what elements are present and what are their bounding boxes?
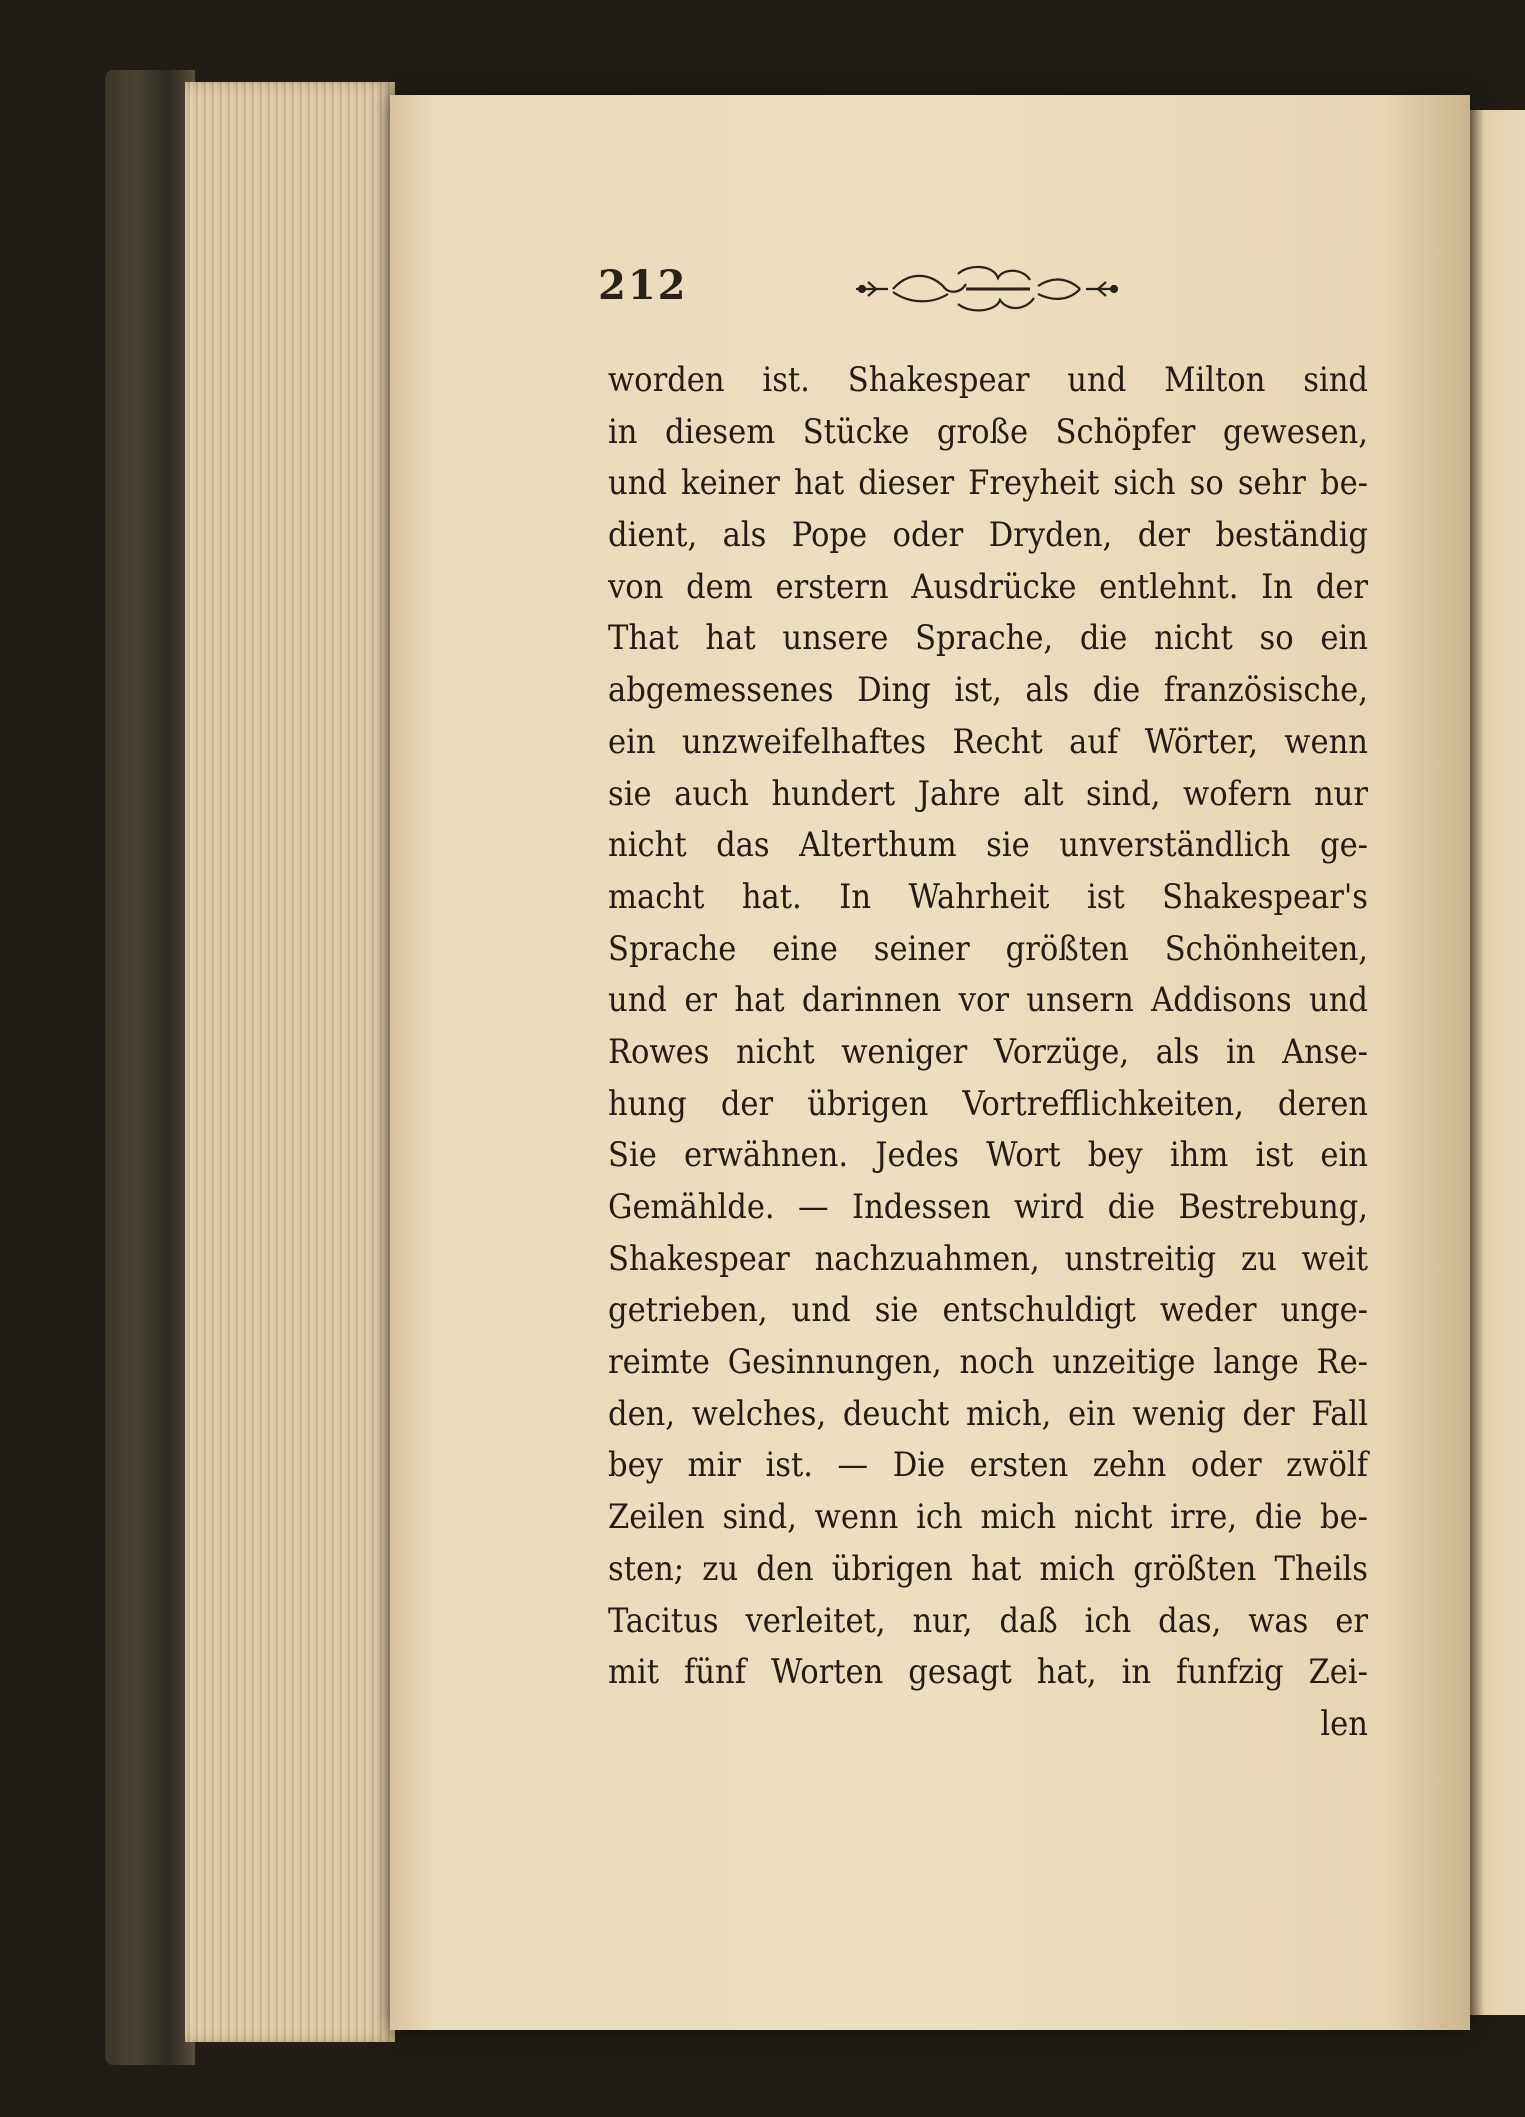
text-line: dient, als Pope oder Dryden, der beständig	[608, 515, 1368, 556]
text-line: nicht das Alterthum sie unverständlich ge-	[608, 825, 1368, 866]
text-line: und keiner hat dieser Freyheit sich so sehr be-	[608, 463, 1368, 504]
text-line: Sie erwähnen. Jedes Wort bey ihm ist ein	[608, 1135, 1368, 1176]
text-line: mit fünf Worten gesagt hat, in funfzig Zei-	[608, 1652, 1368, 1693]
text-line: Gemählde. — Indessen wird die Bestrebung,	[608, 1187, 1368, 1227]
text-line: in diesem Stücke große Schöpfer gewesen,	[608, 411, 1368, 452]
page-header	[598, 262, 1398, 322]
text-line: bey mir ist. — Die ersten zehn oder zwölf	[608, 1445, 1368, 1486]
text-line: getrieben, und sie entschuldigt weder unge-	[608, 1290, 1368, 1331]
book-cover-edge	[105, 70, 195, 2065]
text-line: sie auch hundert Jahre alt sind, wofern nur	[608, 773, 1368, 814]
text-line: den, welches, deucht mich, ein wenig der Fall	[608, 1393, 1368, 1434]
text-line: Shakespear nachzuahmen, unstreitig zu weit	[608, 1238, 1368, 1279]
text-line: sten; zu den übrigen hat mich größten Theils	[608, 1548, 1368, 1589]
text-line: und er hat darinnen vor unsern Addisons und	[608, 980, 1368, 1021]
text-line: macht hat. In Wahrheit ist Shakespear's	[608, 876, 1368, 917]
text-line: That hat unsere Sprache, die nicht so ein	[608, 618, 1368, 659]
text-line: Rowes nicht weniger Vorzüge, als in Anse-	[608, 1031, 1368, 1072]
page-stack-edges	[185, 82, 395, 2042]
text-line: hung der übrigen Vortrefflichkeiten, deren	[608, 1083, 1368, 1124]
page-number: 212	[598, 262, 688, 309]
catchword: len	[1320, 1703, 1368, 1744]
text-line: Zeilen sind, wenn ich mich nicht irre, die be-	[608, 1497, 1368, 1538]
text-line: Tacitus verleitet, nur, daß ich das, was er	[608, 1600, 1368, 1641]
text-line: reimte Gesinnungen, noch unzeitige lange Re-	[608, 1342, 1368, 1383]
text-line: Sprache eine seiner größten Schönheiten,	[608, 928, 1368, 969]
text-line: von dem erstern Ausdrücke entlehnt. In der	[608, 566, 1368, 607]
page-body-text	[608, 355, 1368, 1751]
text-line: abgemessenes Ding ist, als die französische,	[608, 670, 1368, 711]
text-line: ein unzweifelhaftes Recht auf Wörter, wenn	[608, 721, 1368, 762]
facing-page-edge	[1470, 110, 1525, 2015]
ornament-vignette-icon	[848, 264, 1128, 314]
text-line: worden ist. Shakespear und Milton sind	[608, 360, 1368, 400]
